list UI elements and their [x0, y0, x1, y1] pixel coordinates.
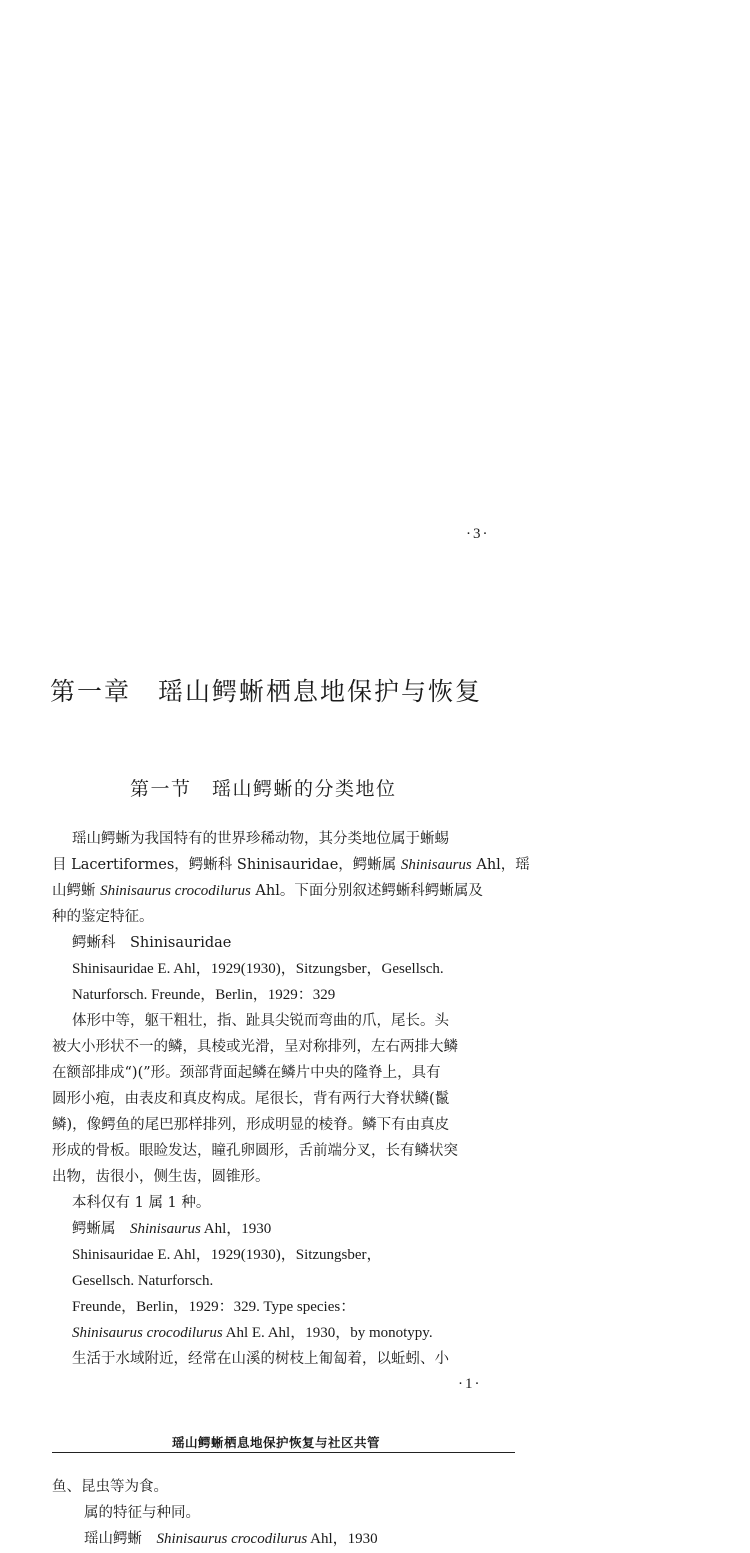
- family-reference: Shinisauridae E. Ahl，1929(1930)，Sitzungsber，Gesellsch.: [72, 961, 444, 977]
- species-heading: 瑶山鳄蜥 Shinisaurus crocodilurus Ahl，1930: [84, 1531, 378, 1547]
- genus-reference: Shinisauridae E. Ahl，1929(1930)，Sitzungsber，: [72, 1247, 382, 1263]
- species-name-italic: Shinisaurus crocodilurus: [72, 1325, 223, 1341]
- page-number-top: ·3·: [466, 526, 490, 542]
- family-heading: 鳄蜥科 Shinisauridae: [72, 935, 232, 951]
- paragraph-line: 山鳄蜥 Shinisaurus crocodilurus Ahl。下面分别叙述鳄蜥科鳄蜥属及: [52, 883, 483, 899]
- paragraph-line: 鱼、昆虫等为食。: [52, 1479, 168, 1495]
- chapter-title: 第一章 瑶山鳄蜥栖息地保护与恢复: [50, 677, 483, 706]
- description-line: 体形中等，躯干粗壮，指、趾具尖锐而弯曲的爪，尾长。头: [72, 1013, 449, 1029]
- habitat-line: 生活于水域附近，经常在山溪的树枝上匍匐着，以蚯蚓、小: [72, 1351, 449, 1367]
- paragraph-line: 目 Lacertiformes，鳄蜥科 Shinisauridae，鳄蜥属 Shinisaurus Ahl，瑶: [52, 857, 530, 873]
- species-name-italic: Shinisaurus crocodilurus: [156, 1531, 308, 1547]
- description-line: 在额部排成“)(”形。颈部背面起鳞在鳞片中央的隆脊上，具有: [52, 1065, 441, 1081]
- description-line: 被大小形状不一的鳞，具棱或光滑，呈对称排列，左右两排大鳞: [52, 1039, 458, 1055]
- description-line: 形成的骨板。眼睑发达，瞳孔卵圆形，舌前端分叉，长有鳞状突: [52, 1143, 458, 1159]
- page-number-bottom: ·1·: [458, 1376, 482, 1392]
- description-line: 鳞)，像鳄鱼的尾巴那样排列，形成明显的棱脊。鳞下有由真皮: [52, 1117, 450, 1133]
- description-line: 出物，齿很小，侧生齿，圆锥形。: [52, 1169, 270, 1185]
- genus-reference: Freunde，Berlin，1929：329. Type species：: [72, 1299, 356, 1315]
- description-line: 圆形小疱，由表皮和真皮构成。尾很长，背有两行大脊状鳞(鬣: [52, 1091, 450, 1107]
- header-rule: [52, 1452, 515, 1453]
- family-reference: Naturforsch. Freunde，Berlin，1929：329: [72, 987, 336, 1003]
- family-note: 本科仅有 1 属 1 种。: [72, 1195, 211, 1211]
- running-header: 瑶山鳄蜥栖息地保护恢复与社区共管: [172, 1435, 381, 1450]
- paragraph-line: 属的特征与种同。: [84, 1505, 200, 1521]
- genus-heading: 鳄蜥属 Shinisaurus Ahl，1930: [72, 1221, 272, 1237]
- genus-reference: Shinisaurus crocodilurus Ahl E. Ahl，1930，by monotypy.: [72, 1325, 433, 1341]
- paragraph-line: 种的鉴定特征。: [52, 909, 154, 925]
- genus-name-italic: Shinisaurus: [130, 1221, 201, 1237]
- paragraph-line: 瑶山鳄蜥为我国特有的世界珍稀动物，其分类地位属于蜥蜴: [72, 831, 449, 847]
- species-name-italic: Shinisaurus crocodilurus: [100, 883, 251, 899]
- genus-reference: Gesellsch. Naturforsch.: [72, 1273, 214, 1289]
- genus-name-italic: Shinisaurus: [400, 857, 472, 873]
- section-title: 第一节 瑶山鳄蜥的分类地位: [130, 778, 397, 800]
